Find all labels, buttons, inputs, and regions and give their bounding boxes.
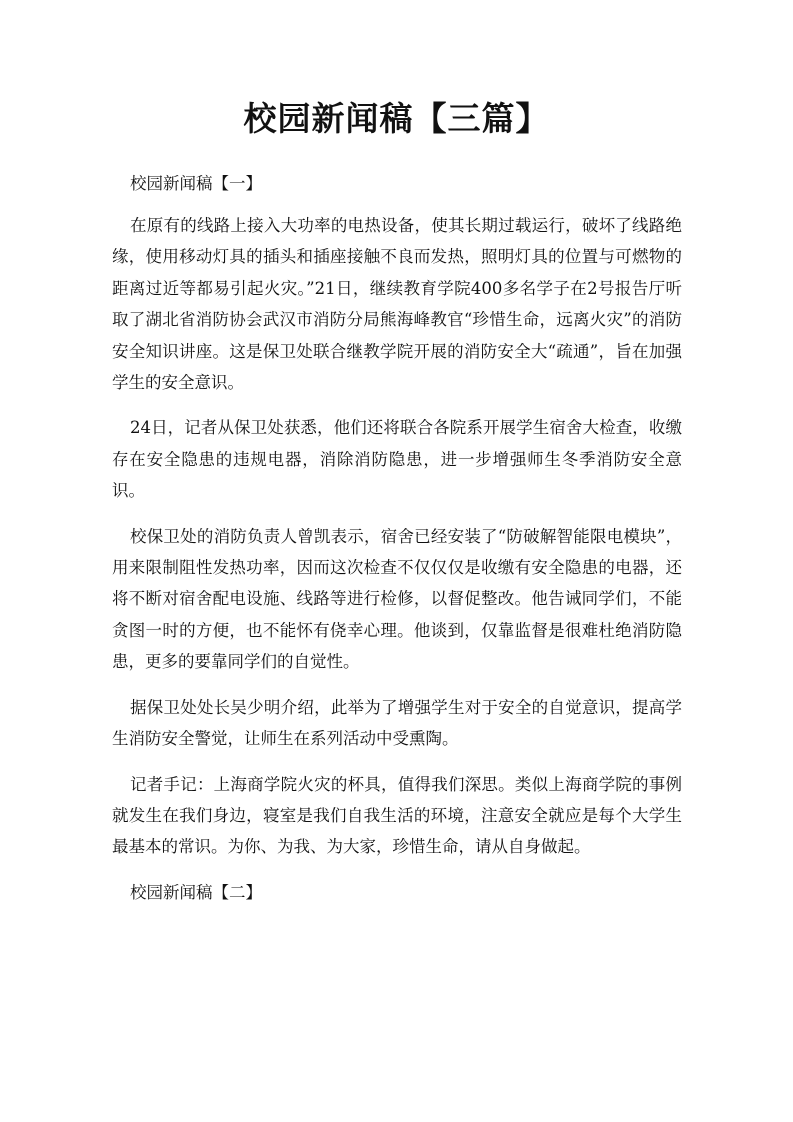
section-heading-1: 校园新闻稿【一】 <box>130 174 262 193</box>
paragraph: 据保卫处处长吴少明介绍，此举为了增强学生对于安全的自觉意识，提高学生消防安全警觉，让师生在系列活动中受熏陶。 <box>112 697 682 749</box>
document-title: 校园新闻稿【三篇】 <box>243 99 550 138</box>
paragraph: 记者手记：上海商学院火灾的杯具，值得我们深思。类似上海商学院的事例就发生在我们身边，寝室是我们自我生活的环境，注意安全就应是每个大学生最基本的常识。为你、为我、为大家，珍惜生命，请从自身做起。 <box>112 774 682 857</box>
section-heading-2: 校园新闻稿【二】 <box>130 882 262 902</box>
paragraph: 在原有的线路上接入大功率的电热设备，使其长期过载运行，破坏了线路绝缘，使用移动灯具的插头和插座接触不良而发热，照明灯具的位置与可燃物的距离过近等都易引起火灾。”21日，继续教育学院400多名学子在2号报告厅听取了湖北省消防协会武汉市消防分局熊海峰教官“珍惜生命，远离火灾”的消防安全知识讲座。这是保卫处联合继教学院开展的消防安全大“疏通”，旨在加强学生的安全意识。 <box>112 216 682 393</box>
paragraph: 校保卫处的消防负责人曾凯表示，宿舍已经安装了“防破解智能限电模块”，用来限制阻性发热功率，因而这次检查不仅仅仅是收缴有安全隐患的电器，还将不断对宿舍配电设施、线路等进行检修，以督促整改。他告诫同学们，不能贪图一时的方便，也不能怀有侥幸心理。他谈到，仅靠监督是很难杜绝消防隐患，更多的要靠同学们的自觉性。 <box>112 526 682 672</box>
paragraph: 24日，记者从保卫处获悉，他们还将联合各院系开展学生宿舍大检查，收缴存在安全隐患的违规电器，消除消防隐患，进一步增强师生冬季消防安全意识。 <box>112 418 682 501</box>
document-body <box>112 168 682 919</box>
